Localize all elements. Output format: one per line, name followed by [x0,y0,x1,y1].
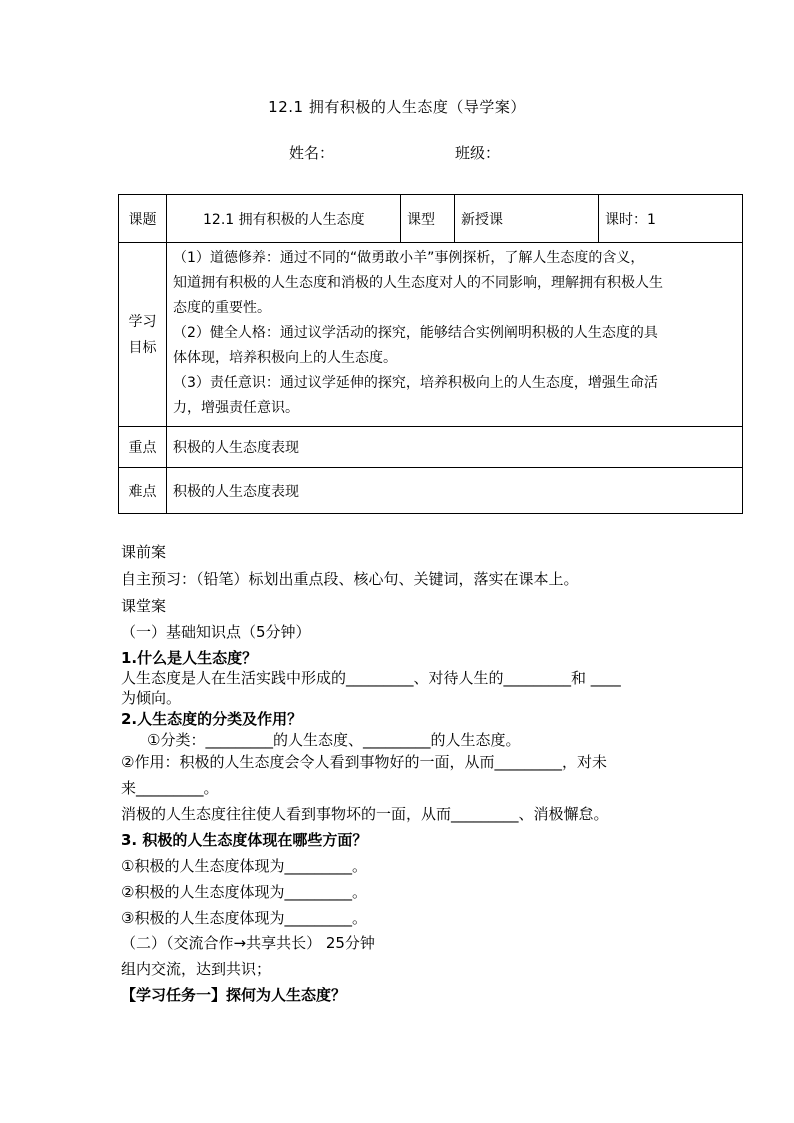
negative-attitude-line: 消极的人生态度往往使人看到事物坏的一面，从而_________、消极懈怠。 [121,805,609,823]
question-one-line: 人生态度是人在生活实践中形成的_________、对待人生的_________和 ____ [121,669,621,687]
name-label: 姓名： [289,144,335,162]
answer-line: ②积极的人生态度体现为_________。 [121,883,367,901]
topic-label: 课题 [119,195,167,243]
in-class-heading: 课堂案 [121,597,167,615]
goal-line: 知道拥有积极的人生态度和消极的人生态度对人的不同影响，理解拥有积极人生 [173,275,663,291]
difficulty-value: 积极的人生态度表现 [167,468,743,514]
question-two: 2.人生态度的分类及作用？ [121,710,303,728]
type-value: 新授课 [455,195,599,243]
part-two-heading: （二）（交流合作→共享共长） 25分钟 [121,934,375,952]
page-title: 12.1 拥有积极的人生态度（导学案） [268,98,526,116]
class-label: 班级： [455,144,501,162]
table-row [119,468,743,514]
goals-content [167,243,743,427]
question-three: 3. 积极的人生态度体现在哪些方面？ [121,831,368,849]
effect-line: 来_________。 [121,779,219,797]
difficulty-label: 难点 [119,468,167,514]
goals-label-line: 学习 [128,313,157,330]
table-row [119,243,743,427]
table-row [119,427,743,468]
goals-label-line: 目标 [128,339,157,356]
goal-line: 力，增强责任意识。 [173,400,299,416]
class-hours: 课时：1 [599,195,743,243]
goal-line: （3）责任意识：通过议学延伸的探究，培养积极向上的人生态度，增强生命活 [173,375,658,391]
table-row [119,195,743,243]
question-one: 1.什么是人生态度？ [121,649,258,667]
goal-line: 体体现，培养积极向上的人生态度。 [173,350,397,366]
question-one-line: 为倾向。 [121,689,182,707]
goals-label [119,243,167,427]
goal-line: （1）道德修养：通过不同的“做勇敢小羊”事例探析，了解人生态度的含义， [173,250,645,266]
key-point-label: 重点 [119,427,167,468]
classification-line: ①分类：_________的人生态度、_________的人生态度。 [147,731,521,749]
key-point-value: 积极的人生态度表现 [167,427,743,468]
pre-class-heading: 课前案 [121,543,167,561]
type-label: 课型 [401,195,455,243]
consensus-text: 组内交流，达到共识； [121,960,272,978]
goal-line: 态度的重要性。 [173,300,271,316]
task-one-heading: 【学习任务一】探何为人生态度？ [121,986,347,1004]
topic-value: 12.1 拥有积极的人生态度 [167,195,401,243]
part-one-heading: （一）基础知识点（5分钟） [121,623,311,641]
answer-line: ①积极的人生态度体现为_________。 [121,857,367,875]
goal-line: （2）健全人格：通过议学活动的探究，能够结合实例阐明积极的人生态度的具 [173,325,658,341]
self-study-text: 自主预习：（铅笔）标划出重点段、核心句、关键词，落实在课本上。 [121,570,579,588]
effect-line: ②作用：积极的人生态度会令人看到事物好的一面，从而_________，对未 [121,753,607,771]
lesson-info-table [118,194,743,514]
answer-line: ③积极的人生态度体现为_________。 [121,909,367,927]
